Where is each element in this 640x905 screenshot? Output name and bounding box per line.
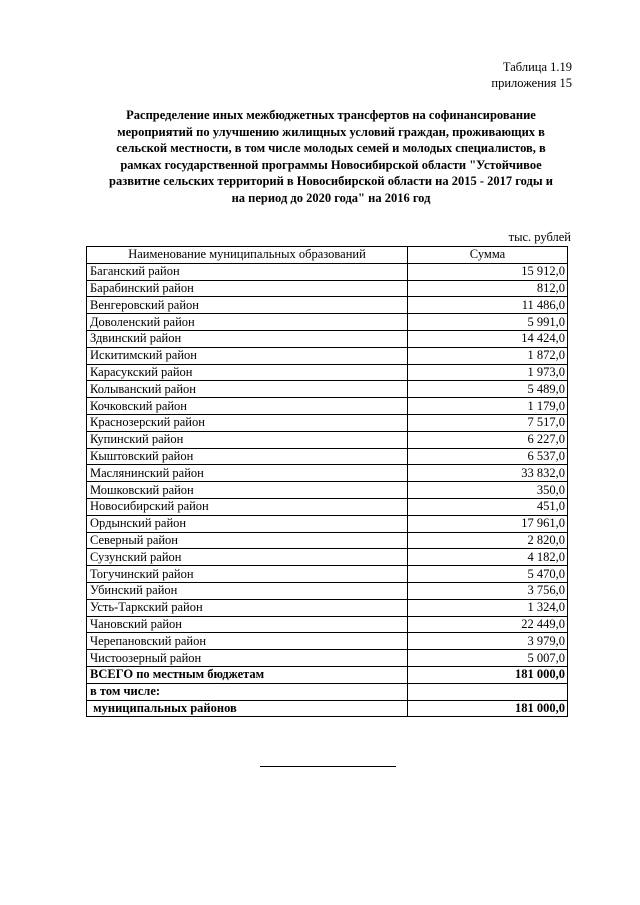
district-amount: 33 832,0: [408, 465, 568, 482]
table-row: [87, 330, 568, 347]
document-title: [98, 107, 564, 207]
district-name: Усть-Таркский район: [87, 599, 408, 616]
table-row: [87, 582, 568, 599]
table-row: [87, 381, 568, 398]
table-row: [87, 498, 568, 515]
district-amount: 4 182,0: [408, 549, 568, 566]
district-amount: 7 517,0: [408, 414, 568, 431]
table-row: [87, 515, 568, 532]
district-amount: 6 227,0: [408, 431, 568, 448]
district-name: Новосибирский район: [87, 498, 408, 515]
title-line: рамках государственной программы Новосибирской области "Устойчивое: [120, 157, 542, 172]
table-row: [87, 532, 568, 549]
district-amount: 5 991,0: [408, 314, 568, 331]
table-row: [87, 347, 568, 364]
total-label: ВСЕГО по местным бюджетам: [87, 666, 408, 683]
district-amount: 812,0: [408, 280, 568, 297]
district-amount: 3 979,0: [408, 633, 568, 650]
district-amount: 1 973,0: [408, 364, 568, 381]
district-name: Искитимский район: [87, 347, 408, 364]
district-name: Краснозерский район: [87, 414, 408, 431]
title-line: Распределение иных межбюджетных трансфертов на софинансирование: [126, 108, 536, 122]
district-name: Чановский район: [87, 616, 408, 633]
including-amount: [408, 683, 568, 700]
subtotal-amount: 181 000,0: [408, 700, 568, 717]
district-amount: 17 961,0: [408, 515, 568, 532]
district-name: Здвинский район: [87, 330, 408, 347]
district-name: Убинский район: [87, 582, 408, 599]
table-row: [87, 616, 568, 633]
district-name: Венгеровский район: [87, 297, 408, 314]
title-line: на период до 2020 года" на 2016 год: [231, 190, 431, 205]
district-name: Кыштовский район: [87, 448, 408, 465]
district-name: Маслянинский район: [87, 465, 408, 482]
title-line: сельской местности, в том числе молодых семей и молодых специалистов, в: [116, 141, 546, 156]
title-line: мероприятий по улучшению жилищных условий граждан, проживающих в: [117, 124, 545, 139]
table-row: [87, 297, 568, 314]
table-row: [87, 650, 568, 667]
table-row: [87, 263, 568, 280]
district-amount: 5 007,0: [408, 650, 568, 667]
district-name: Черепановский район: [87, 633, 408, 650]
district-name: Чистоозерный район: [87, 650, 408, 667]
district-name: Барабинский район: [87, 280, 408, 297]
appendix-reference: приложения 15: [491, 76, 572, 90]
total-row: [87, 666, 568, 683]
district-name: Сузунский район: [87, 549, 408, 566]
table-row: [87, 465, 568, 482]
table-row: [87, 280, 568, 297]
district-amount: 11 486,0: [408, 297, 568, 314]
district-name: Ордынский район: [87, 515, 408, 532]
district-amount: 6 537,0: [408, 448, 568, 465]
district-amount: 15 912,0: [408, 263, 568, 280]
district-name: Мошковский район: [87, 482, 408, 499]
district-amount: 22 449,0: [408, 616, 568, 633]
district-amount: 1 324,0: [408, 599, 568, 616]
district-amount: 14 424,0: [408, 330, 568, 347]
district-name: Карасукский район: [87, 364, 408, 381]
allocation-table: [86, 246, 568, 717]
table-row: [87, 414, 568, 431]
district-name: Северный район: [87, 532, 408, 549]
table-row: [87, 431, 568, 448]
including-row: [87, 683, 568, 700]
table-row: [87, 599, 568, 616]
district-name: Тогучинский район: [87, 566, 408, 583]
district-amount: 5 489,0: [408, 381, 568, 398]
closing-rule: [260, 766, 396, 767]
column-header-name: Наименование муниципальных образований: [87, 247, 408, 264]
total-amount: 181 000,0: [408, 666, 568, 683]
district-name: Баганский район: [87, 263, 408, 280]
district-name: Кочковский район: [87, 398, 408, 415]
district-amount: 1 179,0: [408, 398, 568, 415]
district-amount: 1 872,0: [408, 347, 568, 364]
table-row: [87, 482, 568, 499]
title-line: развитие сельских территорий в Новосибирской области на 2015 - 2017 годы и: [109, 174, 553, 189]
district-name: Колыванский район: [87, 381, 408, 398]
including-label: в том числе:: [87, 683, 408, 700]
units-label: тыс. рублей: [508, 230, 571, 244]
district-name: Купинский район: [87, 431, 408, 448]
table-header-row: [87, 247, 568, 264]
table-row: [87, 364, 568, 381]
table-row: [87, 633, 568, 650]
table-row: [87, 314, 568, 331]
district-amount: 451,0: [408, 498, 568, 515]
column-header-amount: Сумма: [408, 247, 568, 264]
district-amount: 5 470,0: [408, 566, 568, 583]
table-row: [87, 549, 568, 566]
district-amount: 350,0: [408, 482, 568, 499]
subtotal-row: [87, 700, 568, 717]
table-reference: Таблица 1.19: [502, 60, 572, 74]
district-amount: 3 756,0: [408, 582, 568, 599]
table-row: [87, 566, 568, 583]
subtotal-label: муниципальных районов: [87, 700, 408, 717]
table-row: [87, 448, 568, 465]
district-amount: 2 820,0: [408, 532, 568, 549]
table-row: [87, 398, 568, 415]
district-name: Доволенский район: [87, 314, 408, 331]
